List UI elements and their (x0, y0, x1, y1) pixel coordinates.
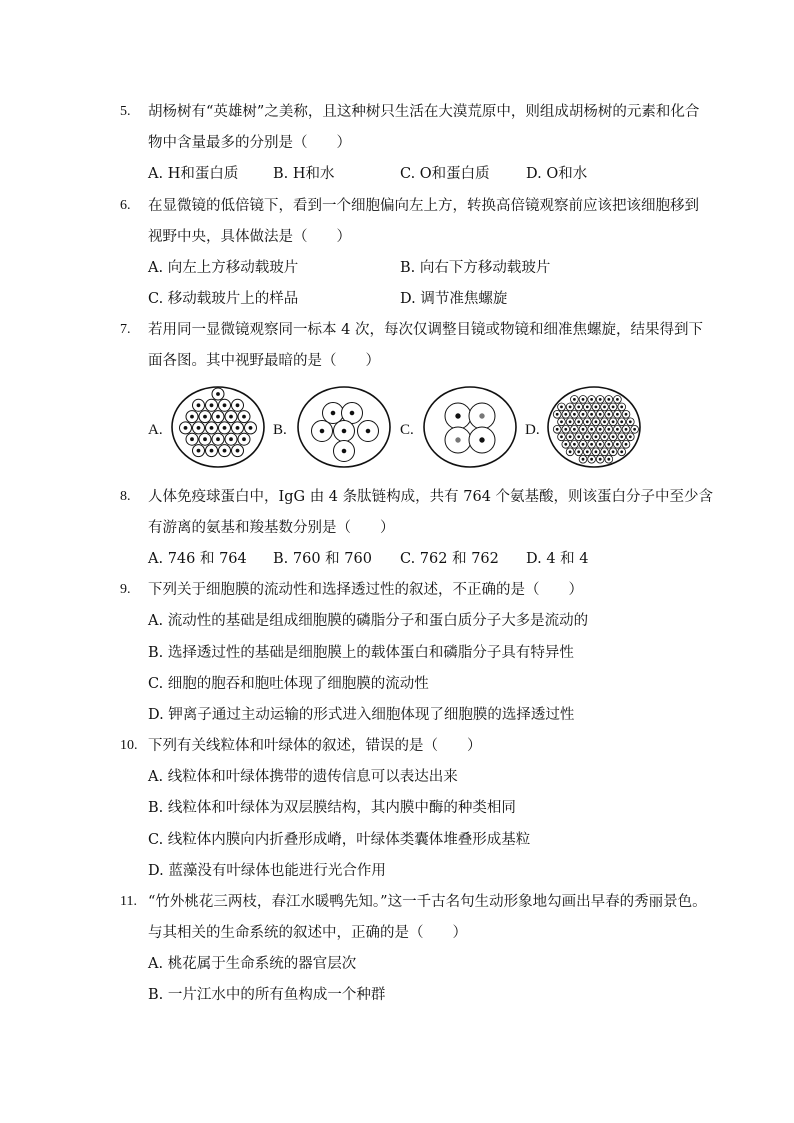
cell-nucleus (621, 406, 623, 408)
cell-nucleus (578, 436, 580, 438)
question-10-option-a[interactable]: A. 线粒体和叶绿体携带的遗传信息可以表达出来 (148, 769, 458, 785)
cell-nucleus (236, 449, 239, 452)
cell-nucleus (569, 451, 571, 453)
question-6-number: 6. (120, 198, 131, 213)
cell-nucleus (582, 398, 584, 400)
cell-nucleus (586, 436, 588, 438)
cell-nucleus (608, 458, 610, 460)
question-7-image-label-a[interactable]: A. (148, 422, 163, 438)
question-10-option-c[interactable]: C. 线粒体内膜向内折叠形成嵴，叶绿体类囊体堆叠形成基粒 (148, 832, 531, 848)
question-10-stem-line-1: 下列有关线粒体和叶绿体的叙述，错误的是（ ） (148, 738, 482, 754)
cell-nucleus (249, 427, 252, 430)
question-6-option-b[interactable]: B. 向右下方移动载玻片 (400, 260, 551, 276)
cell-nucleus (629, 436, 631, 438)
cell-nucleus (223, 404, 226, 407)
question-8-option-c[interactable]: C. 762 和 762 (400, 551, 499, 567)
cell-nucleus (556, 428, 558, 430)
cell-nucleus (625, 413, 627, 415)
question-11-stem-line-1: “竹外桃花三两枝，春江水暖鸭先知。”这一千古名句生动形象地勾画出早春的秀丽景色。 (148, 894, 707, 910)
cell-nucleus (569, 406, 571, 408)
question-8-option-b[interactable]: B. 760 和 760 (273, 551, 372, 567)
cell-nucleus (210, 404, 213, 407)
cell-nucleus (591, 428, 593, 430)
cell-nucleus (621, 451, 623, 453)
cell-nucleus (599, 398, 601, 400)
question-10-number: 10. (120, 738, 138, 753)
cell-nucleus (586, 421, 588, 423)
cell-nucleus (561, 406, 563, 408)
cell-nucleus (230, 415, 233, 418)
cell-nucleus (616, 443, 618, 445)
cell-nucleus (236, 404, 239, 407)
cell-nucleus (191, 438, 194, 441)
cell-nucleus (573, 398, 575, 400)
question-9-option-b[interactable]: B. 选择透过性的基础是细胞膜上的载体蛋白和磷脂分子具有特异性 (148, 645, 574, 661)
question-6-option-a[interactable]: A. 向左上方移动载玻片 (148, 260, 299, 276)
question-9-option-a[interactable]: A. 流动性的基础是组成细胞膜的磷脂分子和蛋白质分子大多是流动的 (148, 613, 589, 629)
cell-nucleus (625, 443, 627, 445)
question-7-image-label-c[interactable]: C. (400, 422, 414, 438)
cell-nucleus (604, 451, 606, 453)
cell-nucleus (608, 413, 610, 415)
question-5-stem-line-2: 物中含量最多的分别是（ ） (148, 135, 351, 151)
cell-nucleus (565, 428, 567, 430)
cell-nucleus (197, 404, 200, 407)
cell-nucleus (565, 413, 567, 415)
cell-nucleus (621, 436, 623, 438)
cell-nucleus (573, 428, 575, 430)
cell-nucleus (612, 436, 614, 438)
cell-nucleus (578, 451, 580, 453)
cell-nucleus (595, 421, 597, 423)
cell-nucleus (586, 451, 588, 453)
question-9-number: 9. (120, 582, 131, 597)
cell-nucleus (223, 427, 226, 430)
cell-nucleus (197, 427, 200, 430)
question-11-option-a[interactable]: A. 桃花属于生命系统的器官层次 (148, 956, 357, 972)
question-10-option-b[interactable]: B. 线粒体和叶绿体为双层膜结构，其内膜中酶的种类相同 (148, 800, 516, 816)
cell-nucleus (191, 415, 194, 418)
question-7-stem-line-1: 若用同一显微镜观察同一标本 4 次，每次仅调整目镜或物镜和细准焦螺旋，结果得到下 (148, 322, 703, 338)
cell-nucleus (591, 458, 593, 460)
cell-nucleus (217, 415, 220, 418)
cell-nucleus (197, 449, 200, 452)
question-7-image-label-b[interactable]: B. (273, 422, 287, 438)
question-9-option-d[interactable]: D. 钾离子通过主动运输的形式进入细胞体现了细胞膜的选择透过性 (148, 707, 575, 723)
question-6-option-d[interactable]: D. 调节准焦螺旋 (400, 291, 508, 307)
question-7-image-label-d[interactable]: D. (525, 422, 540, 438)
cell-nucleus (217, 393, 220, 396)
cell-nucleus (204, 415, 207, 418)
cell-nucleus (621, 421, 623, 423)
cell-nucleus (565, 443, 567, 445)
cell-nucleus (595, 436, 597, 438)
question-8-stem-line-2: 有游离的氨基和羧基数分别是（ ） (148, 520, 395, 536)
question-7-number: 7. (120, 322, 131, 337)
question-5-stem-line-1: 胡杨树有“英雄树”之美称，且这种树只生活在大漠荒原中，则组成胡杨树的元素和化合 (148, 104, 700, 120)
cell-nucleus (556, 413, 558, 415)
cell-nucleus (573, 443, 575, 445)
cell-nucleus (608, 398, 610, 400)
question-8-option-a[interactable]: A. 746 和 764 (148, 551, 247, 567)
cell-nucleus (243, 438, 246, 441)
question-11-option-b[interactable]: B. 一片江水中的所有鱼构成一个种群 (148, 987, 386, 1003)
cell-nucleus (236, 427, 239, 430)
cell-nucleus (591, 443, 593, 445)
question-5-option-b[interactable]: B. H和水 (273, 166, 335, 182)
cell-nucleus (561, 421, 563, 423)
question-11-stem-line-2: 与其相关的生命系统的叙述中，正确的是（ ） (148, 925, 467, 941)
cell-nucleus (184, 427, 187, 430)
question-8-option-d[interactable]: D. 4 和 4 (526, 551, 589, 567)
cell-nucleus (578, 406, 580, 408)
microscope-field-c[interactable] (422, 385, 518, 469)
microscope-field-b[interactable] (296, 385, 392, 469)
cell-nucleus (582, 413, 584, 415)
cell-nucleus (591, 398, 593, 400)
cell-nucleus (243, 415, 246, 418)
cell-nucleus (561, 436, 563, 438)
cell-nucleus (595, 451, 597, 453)
cell-nucleus (608, 443, 610, 445)
cell-nucleus (616, 398, 618, 400)
cell-nucleus (223, 449, 226, 452)
cell-nucleus (210, 427, 213, 430)
cell-nucleus (569, 421, 571, 423)
cell-nucleus (595, 406, 597, 408)
question-10-option-d[interactable]: D. 蓝藻没有叶绿体也能进行光合作用 (148, 863, 386, 879)
cell-nucleus (204, 438, 207, 441)
cell-nucleus (608, 428, 610, 430)
question-5-option-a[interactable]: A. H和蛋白质 (148, 166, 239, 182)
cell-nucleus (616, 413, 618, 415)
cell-nucleus (612, 451, 614, 453)
cell-nucleus (578, 421, 580, 423)
question-5-option-d[interactable]: D. O和水 (526, 166, 588, 182)
cell-nucleus (586, 406, 588, 408)
question-11-number: 11. (120, 894, 137, 909)
question-9-option-c[interactable]: C. 细胞的胞吞和胞吐体现了细胞膜的流动性 (148, 676, 429, 692)
cell-nucleus (210, 449, 213, 452)
cell-nucleus (604, 436, 606, 438)
question-5-option-c[interactable]: C. O和蛋白质 (400, 166, 490, 182)
microscope-field-d[interactable] (546, 385, 642, 469)
cell-nucleus (582, 443, 584, 445)
question-6-stem-line-2: 视野中央，具体做法是（ ） (148, 229, 351, 245)
cell-nucleus (573, 413, 575, 415)
cell-nucleus (569, 436, 571, 438)
cell-nucleus (599, 413, 601, 415)
cell-nucleus (591, 413, 593, 415)
cell-nucleus (582, 428, 584, 430)
cell-nucleus (230, 438, 233, 441)
question-6-option-c[interactable]: C. 移动载玻片上的样品 (148, 291, 299, 307)
cell-nucleus (599, 428, 601, 430)
cell-nucleus (217, 438, 220, 441)
cell-nucleus (612, 421, 614, 423)
cell-nucleus (599, 443, 601, 445)
microscope-field-a[interactable] (170, 385, 266, 469)
question-8-stem-line-1: 人体免疫球蛋白中，IgG 由 4 条肽链构成，共有 764 个氨基酸，则该蛋白分子中至少含 (148, 489, 714, 505)
question-9-stem-line-1: 下列关于细胞膜的流动性和选择透过性的叙述，不正确的是（ ） (148, 582, 583, 598)
question-6-stem-line-1: 在显微镜的低倍镜下，看到一个细胞偏向左上方，转换高倍镜观察前应该把该细胞移到 (148, 198, 699, 214)
cell-nucleus (612, 406, 614, 408)
cell-nucleus (634, 428, 636, 430)
cell-nucleus (604, 421, 606, 423)
question-8-number: 8. (120, 489, 131, 504)
cell-nucleus (616, 428, 618, 430)
cell-nucleus (629, 421, 631, 423)
cell-nucleus (582, 458, 584, 460)
question-5-number: 5. (120, 104, 131, 119)
question-7-stem-line-2: 面各图。其中视野最暗的是（ ） (148, 353, 380, 369)
cell-nucleus (625, 428, 627, 430)
cell-nucleus (604, 406, 606, 408)
cell-nucleus (599, 458, 601, 460)
